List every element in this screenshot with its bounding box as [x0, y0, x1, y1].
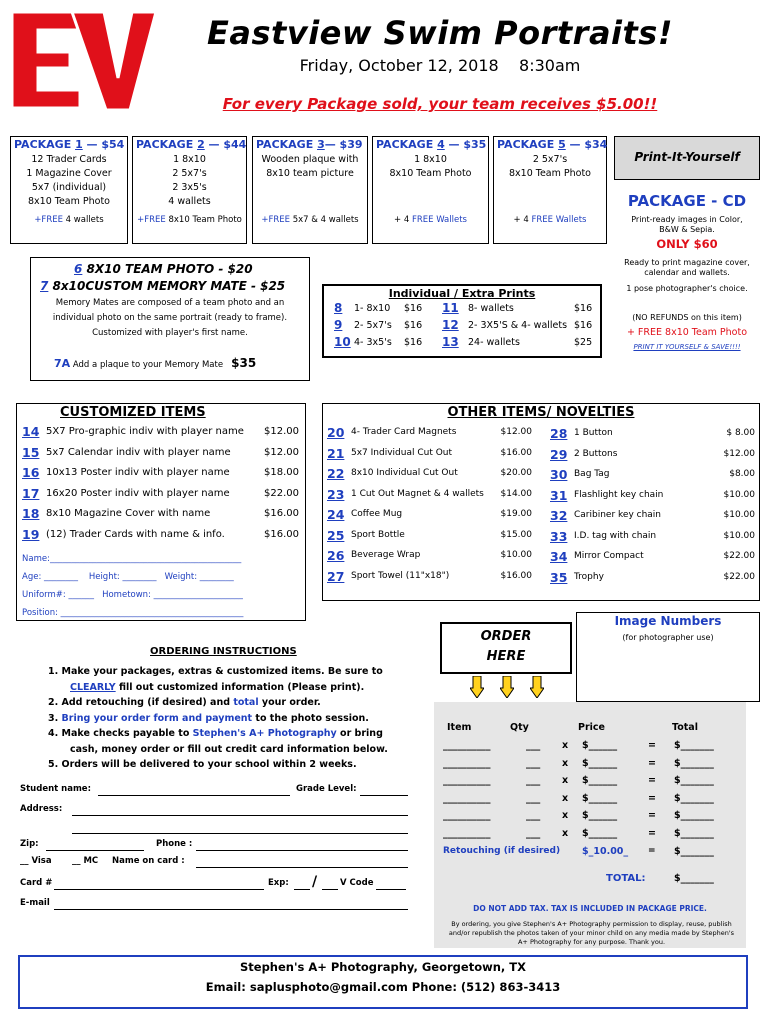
order-here-label: ORDER HERE — [480, 629, 532, 664]
package-2-header: PACKAGE 2 — $44 — [136, 138, 247, 151]
order-row — [434, 758, 746, 776]
package-1-line: 8x10 Team Photo — [27, 196, 110, 207]
item-number: 10 — [334, 335, 351, 349]
item-number: 22 — [327, 466, 345, 481]
email-label: E-mail — [20, 898, 50, 908]
order-table-rows — [434, 740, 746, 845]
novelty-item-row — [327, 527, 532, 551]
price-input[interactable]: $______ — [582, 827, 618, 839]
item-number: 29 — [550, 446, 568, 462]
item-number: 21 — [327, 445, 345, 461]
package-4-line: 8x10 Team Photo — [389, 168, 472, 179]
item-number: 15 — [22, 444, 40, 460]
item-number: 16 — [22, 465, 40, 480]
order-row — [434, 810, 746, 828]
package-2-line: 2 3x5's — [172, 182, 207, 193]
memory-mate-description: Memory Mates are composed of a team photo and an individual photo on the same portrait (ready to frame). Customized with player's first name. — [52, 298, 288, 338]
memory-mate-plaque: 7A Add a plaque to your Memory Mate $35 — [54, 356, 257, 370]
down-arrow-icon — [530, 676, 544, 698]
page-title: Eastview Swim Portraits! — [207, 14, 673, 52]
novelty-item-row — [327, 568, 532, 592]
exp-year-input[interactable] — [322, 889, 338, 890]
email-input[interactable] — [54, 909, 408, 910]
novelty-item-row — [550, 469, 755, 490]
times-sign: x — [562, 757, 569, 769]
novelty-item-row — [550, 487, 755, 511]
item-number: 26 — [327, 548, 345, 563]
cd-free-team-photo: + FREE 8x10 Team Photo — [626, 327, 748, 338]
tax-note: DO NOT ADD TAX. TAX IS INCLUDED IN PACKAGE PRICE. — [473, 904, 707, 913]
retouching-price: $_10.00_ — [582, 846, 629, 857]
name-on-card-label: Name on card : — [112, 856, 185, 866]
item-price: $16 — [404, 320, 423, 331]
customized-item-row — [22, 508, 302, 529]
package-4-free: + 4 FREE Wallets — [394, 215, 467, 225]
consent-note: By ordering, you give Stephen's A+ Photography permission to display, reuse, publish and/or republish the photos taken of your minor child on any media made by Stephen's A+ Photography for any purpose. Thank you. — [448, 920, 735, 946]
price-input[interactable]: $______ — [582, 757, 618, 769]
package-5 — [493, 136, 607, 244]
item-number: 23 — [327, 486, 345, 502]
item-text: 2 Buttons — [574, 448, 618, 459]
price-input[interactable]: $______ — [582, 792, 618, 804]
mc-option[interactable]: __ MC — [72, 856, 99, 866]
customer-info-fields — [22, 550, 302, 622]
customized-item-row — [22, 426, 302, 447]
retouching-label: Retouching (if desired) — [443, 846, 561, 856]
item-price: $20.00 — [500, 468, 532, 478]
item-header: Item — [447, 722, 472, 733]
retouching-eq: = — [648, 846, 656, 856]
item-price: $19.00 — [500, 509, 532, 519]
session-date — [160, 56, 720, 75]
item-text: 2- 5x7's — [354, 320, 392, 331]
down-arrow-icon — [500, 676, 514, 698]
item-text: Coffee Mug — [351, 509, 403, 519]
grade-level-input[interactable] — [360, 795, 408, 796]
novelty-item-row — [327, 468, 532, 489]
zip-input[interactable] — [46, 850, 144, 851]
instruction-step-4b: cash, money order or fill out credit card information below. — [70, 743, 388, 755]
item-price: $8.00 — [729, 469, 755, 479]
package-2-line: 2 5x7's — [172, 168, 207, 179]
package-1-free: +FREE 4 wallets — [34, 215, 104, 225]
item-text: Trophy — [574, 571, 604, 582]
novelty-item-row — [550, 528, 755, 552]
order-row — [434, 775, 746, 793]
item-text: Sport Bottle — [351, 529, 405, 540]
uniform-hometown-field[interactable]: Uniform#: ______ Hometown: _____________________ — [22, 590, 243, 600]
other-items-title: OTHER ITEMS/ NOVELTIES — [447, 405, 635, 420]
times-sign: x — [562, 827, 569, 839]
item-number: 28 — [550, 426, 568, 441]
order-row — [434, 793, 746, 811]
item-price: $22.00 — [264, 487, 299, 499]
item-text: 10x13 Poster indiv with player name — [46, 467, 230, 478]
phone-label: Phone : — [156, 839, 193, 849]
package-2-free: +FREE 8x10 Team Photo — [137, 215, 242, 225]
item-text: 5x7 Calendar indiv with player name — [46, 446, 231, 458]
item-text: Beverage Wrap — [351, 550, 421, 560]
novelty-item-row — [327, 445, 532, 469]
item-number: 34 — [550, 549, 568, 564]
item-price: $16.00 — [264, 508, 299, 519]
item-number: 27 — [327, 568, 345, 584]
times-sign: x — [562, 810, 569, 821]
position-field[interactable]: Position: ___________________________________________ — [22, 608, 244, 618]
item-text: 16x20 Poster indiv with player name — [46, 487, 230, 499]
equals-sign: = — [648, 775, 656, 786]
novelty-item-row — [327, 427, 532, 448]
cd-no-refunds: (NO REFUNDS on this item) — [632, 313, 742, 322]
instructions-list — [48, 664, 428, 773]
item-price: $16 — [404, 303, 423, 314]
package-5-header: PACKAGE 5 — $34 — [497, 138, 608, 151]
package-4-line: 1 8x10 — [414, 154, 447, 165]
item-number: 32 — [550, 508, 568, 523]
qty-header: Qty — [510, 722, 529, 733]
order-table-header — [434, 722, 746, 736]
instruction-step-4: 4. Make checks payable to Stephen's A+ Photography or bring — [48, 728, 383, 739]
instruction-step-3: 3. Bring your order form and payment to the photo session. — [48, 712, 369, 724]
instruction-step-2: 2. Add retouching (if desired) and total your order. — [48, 697, 321, 708]
name-on-card-input[interactable] — [196, 867, 408, 868]
item-text: 8x10 Magazine Cover with name — [46, 508, 211, 519]
novelty-item-row — [327, 509, 532, 530]
qty-input[interactable]: ___ — [526, 792, 541, 804]
footer-contact: Email: saplusphoto@gmail.com Phone: (512) 863-3413 — [205, 980, 561, 994]
novelty-item-row — [550, 551, 755, 572]
cd-note-pose: 1 pose photographer's choice. — [626, 284, 748, 293]
item-text: 5x7 Individual Cut Out — [351, 447, 453, 458]
item-price: $10.00 — [723, 510, 755, 520]
item-text: 8- wallets — [468, 303, 514, 314]
package-3 — [252, 136, 368, 244]
grade-level-label: Grade Level: — [296, 784, 357, 794]
image-numbers-sub: (for photographer use) — [622, 633, 714, 642]
item-price: $16 — [404, 337, 423, 348]
down-arrow-icon — [470, 676, 484, 698]
item-price: $12.00 — [500, 427, 532, 437]
student-name-input[interactable] — [98, 795, 290, 796]
item-number: 35 — [550, 569, 568, 585]
item-number: 14 — [22, 424, 40, 439]
item-text: Caribiner key chain — [574, 510, 662, 520]
equals-sign: = — [648, 810, 656, 821]
item-text: 4- 3x5's — [354, 337, 392, 348]
zip-label: Zip: — [20, 839, 39, 849]
individual-prints-title: Individual / Extra Prints — [388, 287, 536, 300]
promo-banner: For every Package sold, your team receives $5.00!! — [222, 95, 658, 113]
qty-input[interactable]: ___ — [526, 827, 541, 839]
item-price: $22.00 — [723, 551, 755, 561]
cd-print-link[interactable]: PRINT IT YOURSELF & SAVE!!!! — [633, 343, 741, 351]
item-price: $16.00 — [500, 570, 532, 581]
item-text: Bag Tag — [574, 469, 610, 479]
package-2-line: 1 8x10 — [173, 154, 206, 165]
package-3-line: Wooden plaque with — [261, 154, 359, 165]
instruction-step-1: 1. Make your packages, extras & customized items. Be sure to — [48, 666, 383, 677]
cd-package-title: PACKAGE - CD — [627, 192, 747, 210]
package-3-header: PACKAGE 3— $39 — [256, 138, 363, 151]
total-header: Total — [672, 722, 698, 733]
time-text: 8:30am — [519, 56, 581, 75]
equals-sign: = — [648, 757, 656, 769]
item-price: $10.00 — [723, 530, 755, 541]
package-2-line: 4 wallets — [168, 196, 211, 207]
visa-option[interactable]: __ Visa — [20, 856, 52, 866]
times-sign: x — [562, 792, 569, 804]
item-number: 13 — [442, 335, 459, 349]
individual-prints-rows — [334, 303, 596, 354]
item-price: $25 — [574, 337, 593, 348]
item-input[interactable]: __________ — [443, 792, 491, 804]
qty-input[interactable]: ___ — [526, 775, 541, 786]
individual-print-row — [334, 303, 596, 320]
total-value[interactable]: $_______ — [674, 873, 714, 884]
item-text: Mirror Compact — [574, 551, 644, 561]
customized-item-row — [22, 485, 302, 509]
cd-description: Print-ready images in Color, B&W & Sepia. — [631, 215, 743, 234]
item-price: $14.00 — [500, 488, 532, 499]
package-3-free: +FREE 5x7 & 4 wallets — [261, 215, 359, 225]
image-numbers-title: Image Numbers — [614, 614, 722, 628]
item-input[interactable]: __________ — [443, 810, 491, 821]
individual-print-row — [334, 337, 596, 354]
item-input[interactable]: __________ — [443, 827, 491, 839]
item-price: $18.00 — [264, 467, 299, 478]
item-number: 19 — [22, 526, 40, 542]
item-text: Flashlight key chain — [574, 489, 664, 500]
address-input-2[interactable] — [72, 833, 408, 834]
item-price: $22.00 — [723, 571, 755, 582]
package-1-line: 1 Magazine Cover — [26, 168, 112, 179]
item-price: $15.00 — [500, 529, 532, 540]
total-input[interactable]: $_______ — [674, 740, 714, 751]
total-input[interactable]: $_______ — [674, 792, 714, 804]
package-2 — [132, 136, 247, 244]
address-label: Address: — [20, 804, 63, 814]
print-it-yourself-title: Print-It-Yourself — [634, 150, 740, 164]
qty-input[interactable]: ___ — [526, 757, 541, 769]
order-row — [434, 740, 746, 758]
item-price: $16.00 — [500, 447, 532, 458]
instruction-step-1b: CLEARLY fill out customized information (Please print). — [70, 681, 365, 693]
item-text: 1 Button — [574, 428, 613, 438]
novelty-item-row — [327, 486, 532, 510]
item-text: (12) Trader Cards with name & info. — [46, 528, 225, 540]
phone-input[interactable] — [196, 850, 408, 851]
vcode-input[interactable] — [376, 889, 406, 890]
vcode-label: V Code — [340, 878, 374, 888]
customized-items-list — [22, 426, 302, 549]
age-height-weight-field[interactable]: Age: ________ Height: ________ Weight: ________ — [22, 572, 234, 582]
package-1-header: PACKAGE 1 — $54 — [14, 138, 125, 151]
total-label: TOTAL: — [606, 873, 646, 884]
cd-note-ready: Ready to print magazine cover, calendar and wallets. — [624, 258, 750, 277]
eastview-logo — [8, 8, 158, 113]
retouching-total[interactable]: $_______ — [674, 846, 714, 857]
order-row — [434, 828, 746, 846]
item-input[interactable]: __________ — [443, 757, 491, 769]
item-text: I.D. tag with chain — [574, 530, 657, 541]
total-input[interactable]: $_______ — [674, 827, 714, 839]
item-price: $12.00 — [264, 426, 299, 437]
item-text: 1 Cut Out Magnet & 4 wallets — [351, 488, 484, 499]
price-input[interactable]: $______ — [582, 740, 618, 751]
item-number: 33 — [550, 528, 568, 544]
item-text: 4- Trader Card Magnets — [351, 427, 457, 437]
item-input[interactable]: __________ — [443, 775, 491, 786]
package-5-line: 2 5x7's — [532, 154, 568, 165]
item-number: 12 — [442, 318, 459, 332]
name-field[interactable]: Name:_____________________________________________ — [22, 554, 242, 564]
item-number: 17 — [22, 485, 40, 501]
equals-sign: = — [648, 827, 656, 839]
item-number: 30 — [550, 467, 568, 482]
address-input[interactable] — [72, 815, 408, 816]
price-header: Price — [578, 722, 605, 733]
novelty-item-row — [550, 428, 755, 449]
team-photo-8x10: 6 8X10 TEAM PHOTO - $20 — [74, 262, 253, 276]
footer-company: Stephen's A+ Photography, Georgetown, TX — [239, 960, 526, 974]
customized-item-row — [22, 444, 302, 468]
card-number-input[interactable] — [54, 889, 264, 890]
package-5-free: + 4 FREE Wallets — [513, 215, 587, 225]
item-text: 24- wallets — [468, 337, 520, 348]
item-price: $12.00 — [264, 446, 299, 458]
exp-label: Exp: — [268, 878, 289, 888]
item-number: 24 — [327, 507, 345, 522]
qty-input[interactable]: ___ — [526, 740, 541, 751]
other-items-right — [550, 428, 755, 592]
item-number: 31 — [550, 487, 568, 503]
equals-sign: = — [648, 740, 656, 751]
customized-items-title: CUSTOMIZED ITEMS — [60, 405, 206, 420]
item-text: 8x10 Individual Cut Out — [351, 468, 458, 478]
exp-month-input[interactable] — [294, 889, 310, 890]
novelty-item-row — [327, 550, 532, 571]
package-4 — [372, 136, 489, 244]
exp-slash: / — [312, 874, 318, 890]
item-number: 9 — [334, 318, 343, 332]
custom-memory-mate: 7 8x10CUSTOM MEMORY MATE - $25 — [40, 279, 286, 293]
package-3-line: 8x10 team picture — [266, 168, 354, 179]
novelty-item-row — [550, 510, 755, 531]
total-input[interactable]: $_______ — [674, 810, 714, 821]
item-price: $16 — [574, 320, 593, 331]
item-number: 11 — [442, 301, 459, 315]
item-price: $ 8.00 — [726, 428, 755, 438]
item-text: 1- 8x10 — [354, 303, 391, 314]
item-input[interactable]: __________ — [443, 740, 491, 751]
cd-price: ONLY $60 — [656, 237, 718, 251]
item-price: $16 — [574, 303, 593, 314]
price-input[interactable]: $______ — [582, 775, 618, 786]
individual-print-row — [334, 320, 596, 337]
item-text: 5X7 Pro-graphic indiv with player name — [46, 426, 244, 437]
item-number: 18 — [22, 506, 40, 521]
qty-input[interactable]: ___ — [526, 810, 541, 821]
student-name-label: Student name: — [20, 784, 91, 794]
package-5-line: 8x10 Team Photo — [508, 168, 591, 179]
item-number: 8 — [334, 301, 343, 315]
novelty-item-row — [550, 446, 755, 470]
total-input[interactable]: $_______ — [674, 757, 714, 769]
item-price: $12.00 — [723, 448, 755, 459]
equals-sign: = — [648, 792, 656, 804]
item-price: $16.00 — [264, 528, 299, 540]
times-sign: x — [562, 740, 569, 751]
package-4-header: PACKAGE 4 — $35 — [376, 138, 487, 151]
item-text: 2- 3X5'S & 4- wallets — [468, 320, 568, 331]
item-number: 25 — [327, 527, 345, 543]
price-input[interactable]: $______ — [582, 810, 618, 821]
item-price: $10.00 — [500, 550, 532, 560]
times-sign: x — [562, 775, 569, 786]
other-items-left — [327, 427, 532, 591]
instructions-title: ORDERING INSTRUCTIONS — [150, 646, 297, 657]
customized-item-row — [22, 467, 302, 488]
package-1-line: 5x7 (individual) — [31, 182, 107, 193]
total-input[interactable]: $_______ — [674, 775, 714, 786]
item-text: Sport Towel (11"x18") — [351, 570, 450, 581]
package-1 — [10, 136, 128, 244]
instruction-step-5: 5. Orders will be delivered to your school within 2 weeks. — [48, 759, 357, 770]
novelty-item-row — [550, 569, 755, 593]
date-text: Friday, October 12, 2018 — [299, 56, 499, 75]
card-number-label: Card # — [20, 878, 53, 888]
item-price: $10.00 — [723, 489, 755, 500]
item-number: 20 — [327, 425, 345, 440]
package-1-line: 12 Trader Cards — [31, 154, 107, 165]
customized-item-row — [22, 526, 302, 550]
